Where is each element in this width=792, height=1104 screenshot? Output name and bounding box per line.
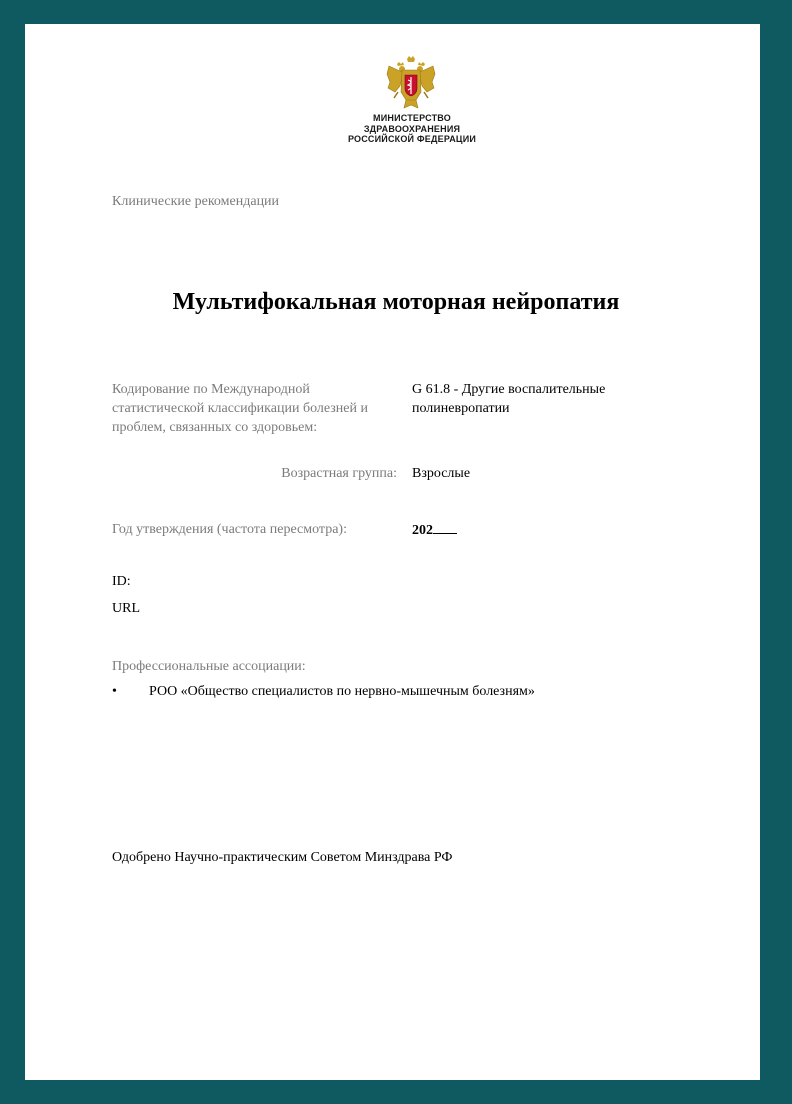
icd-label: Кодирование по Международной статистической классификации болезней и проблем, связанных со здоровьем: <box>112 382 368 435</box>
approval-year-label: Год утверждения (частота пересмотра): <box>112 522 347 537</box>
document-page <box>25 24 760 1080</box>
url-label: URL <box>112 601 140 616</box>
ministry-line-1: МИНИСТЕРСТВО <box>373 113 451 123</box>
approval-year-field <box>412 520 457 540</box>
ministry-line-2: ЗДРАВООХРАНЕНИЯ <box>363 123 461 134</box>
document-title: Мультифокальная моторная нейропатия <box>172 289 620 315</box>
double-headed-eagle-emblem-icon <box>386 56 436 112</box>
ministry-name <box>275 113 549 145</box>
age-group-label: Возрастная группа: <box>281 466 397 481</box>
approval-year-blank <box>433 520 457 534</box>
id-label: ID: <box>112 574 131 589</box>
document-type: Клинические рекомендации <box>112 194 280 209</box>
approval-year-value: 202 <box>412 523 433 538</box>
ministry-line-3: РОССИЙСКОЙ ФЕДЕРАЦИИ <box>347 134 477 144</box>
bullet-icon: • <box>112 684 117 699</box>
approval-note: Одобрено Научно-практическим Советом Минздрава РФ <box>112 850 453 865</box>
age-group-value: Взрослые <box>412 466 471 481</box>
association-name: РОО «Общество специалистов по нервно-мышечным болезням» <box>149 684 535 699</box>
icd-value: G 61.8 - Другие воспалительные полиневропатии <box>412 382 606 416</box>
associations-label: Профессиональные ассоциации: <box>112 659 306 674</box>
